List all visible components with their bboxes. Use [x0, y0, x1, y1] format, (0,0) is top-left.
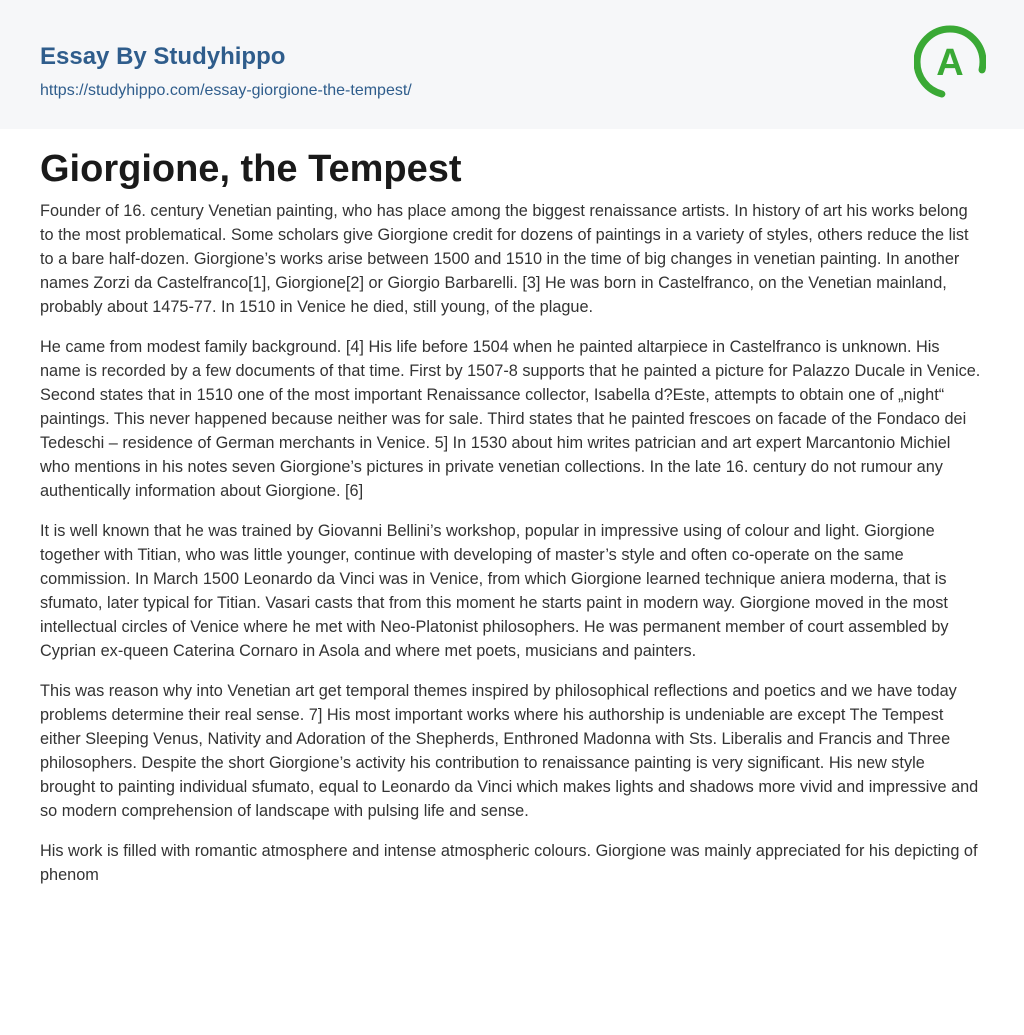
essay-paragraph: He came from modest family background. [4] His life before 1504 when he painted altarpiece in Castelfranco is unknown. His name is recorded by a few documents of that time. First by 1507-8 supports that he painted a picture for Palazzo Ducale in Venice. Second states that in 1510 one of the most important Renaissance collector, Isabella d?Este, attempts to obtain one of „night“ paintings. This never happened because neither was for sale. Third states that he painted frescoes on facade of the Fondaco dei Tedeschi – residence of German merchants in Venice. 5] In 1530 about him writes patrician and art expert Marcantonio Michiel who mentions in his notes seven Giorgione’s pictures in private venetian collections. In the late 16. century do not rumour any authentically information about Giorgione. [6] [40, 338, 981, 500]
circle-a-logo-icon[interactable] [914, 18, 986, 106]
essay-content [0, 129, 1024, 887]
essay-paragraph: Founder of 16. century Venetian painting, who has place among the biggest renaissance artists. In history of art his works belong to the most problematical. Some scholars give Giorgione credit for dozens of paintings in a variety of styles, others reduce the list to a bare half-dozen. Giorgione’s works arise between 1500 and 1510 in the time of big changes in venetian painting. In another names Zorzi da Castelfranco[1], Giorgione[2] or Giorgio Barbarelli. [3] He was born in Castelfranco, on the Venetian mainland, probably about 1475-77. In 1510 in Venice he died, still young, of the plague. [40, 202, 969, 316]
site-header [0, 0, 1024, 129]
page-title: Giorgione, the Tempest [40, 148, 462, 190]
logo-svg [914, 18, 986, 106]
essay-paragraph: His work is filled with romantic atmosphere and intense atmospheric colours. Giorgione was mainly appreciated for his depicting of phenom [40, 842, 978, 884]
site-brand[interactable]: Essay By Studyhippo [40, 43, 286, 70]
essay-paragraph: It is well known that he was trained by Giovanni Bellini’s workshop, popular in impressive using of colour and light. Giorgione together with Titian, who was little younger, continue with developing of master’s style and often co-operate on the same commission. In March 1500 Leonardo da Vinci was in Venice, from which Giorgione learned technique aniera moderna, that is sfumato, later typical for Titian. Vasari casts that from this moment he starts paint in modern way. Giorgione moved in the most intellectual circles of Venice where he met with Neo-Platonist philosophers. He was permanent member of court assembled by Cyprian ex-queen Caterina Cornaro in Asola and where met poets, musicians and painters. [40, 522, 949, 660]
logo-letter: A [936, 42, 964, 84]
essay-paragraph: This was reason why into Venetian art get temporal themes inspired by philosophical reflections and poetics and we have today problems determine their real sense. 7] His most important works where his authorship is undeniable are except The Tempest either Sleeping Venus, Nativity and Adoration of the Shepherds, Enthroned Madonna with Sts. Liberalis and Francis and Three philosophers. Despite the short Giorgione’s activity his contribution to renaissance painting is very significant. His new style brought to painting individual sfumato, equal to Leonardo da Vinci which makes lights and shadows more vivid and impressive and so modern comprehension of landscape with pulsing life and sense. [40, 682, 979, 820]
essay-url-link[interactable]: https://studyhippo.com/essay-giorgione-the-tempest/ [40, 82, 412, 99]
